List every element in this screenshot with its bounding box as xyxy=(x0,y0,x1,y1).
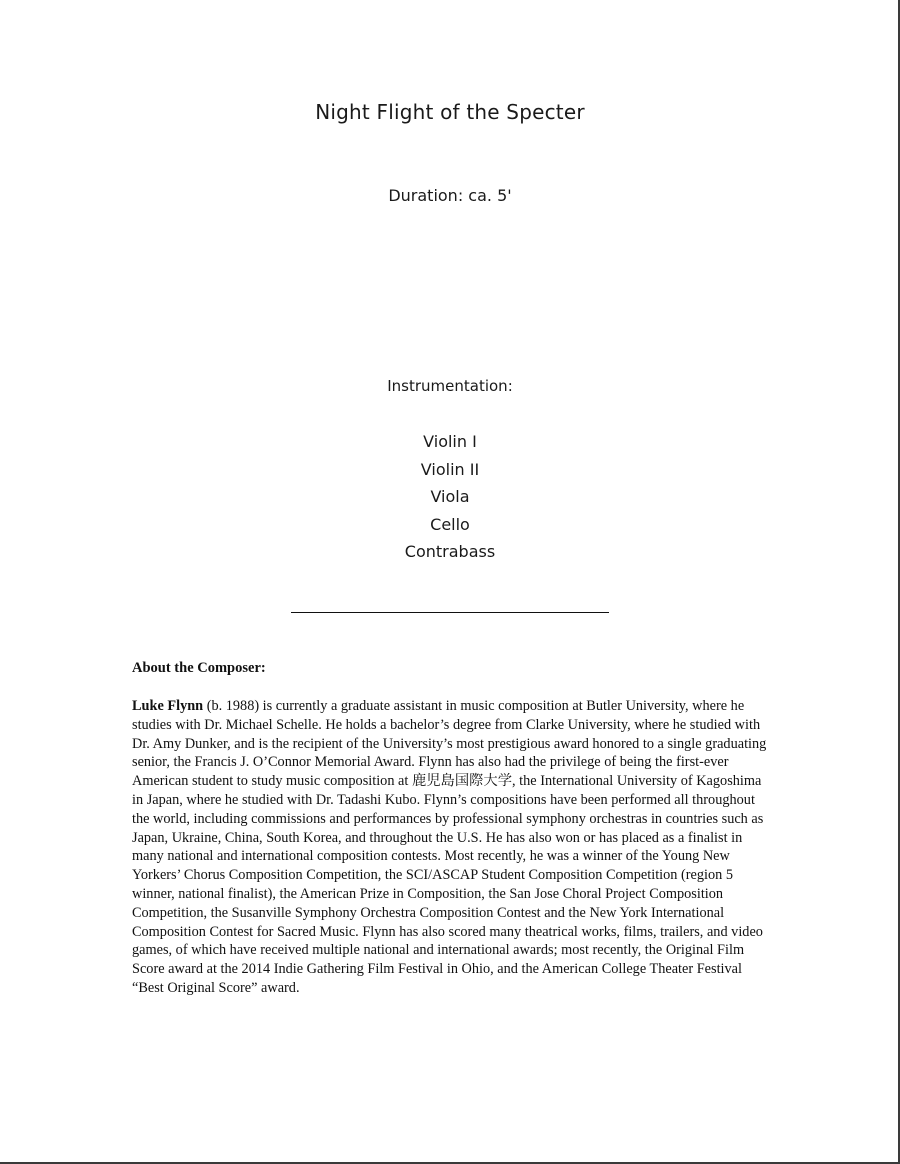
composer-bio xyxy=(132,697,772,998)
instrument-item: Violin II xyxy=(420,459,480,479)
instrument-list xyxy=(0,428,900,566)
composer-name: Luke Flynn xyxy=(132,698,204,714)
instrument-item: Violin I xyxy=(423,432,477,451)
duration-text: Duration: ca. 5' xyxy=(388,186,512,205)
instrumentation-heading: Instrumentation: xyxy=(387,377,513,395)
instrument-item: Viola xyxy=(430,487,470,506)
instrument-item: Contrabass xyxy=(404,542,496,561)
section-divider xyxy=(291,612,609,613)
about-composer-heading: About the Composer: xyxy=(132,660,266,676)
instrument-item: Cello xyxy=(430,514,470,534)
piece-title: Night Flight of the Specter xyxy=(315,100,585,124)
composer-bio-text: (b. 1988) is currently a graduate assistant in music composition at Butler University, where he studies with Dr. Michael Schelle. He holds a bachelor’s degree from Clarke University, where he studied with Dr. Amy Dunker, and is the recipient of the University’s most prestigious award honored to a single graduating senior, the Francis J. O’Connor Memorial Award. Flynn has also had the privilege of being the first-ever American student to study music composition at 鹿児島国際大学, the International University of Kagoshima in Japan, where he studied with Dr. Tadashi Kubo. Flynn’s compositions have been performed all throughout the world, including commissions and performances by professional symphony orchestras in countries such as Japan, Ukraine, China, South Korea, and throughout the U.S. He has also won or has placed as a finalist in many national and international composition contests. Most recently, he was a winner of the Young New Yorkers’ Chorus Composition Competition, the SCI/ASCAP Student Composition Competition (region 5 winner, national finalist), the American Prize in Composition, the San Jose Choral Project Composition Competition, the Susanville Symphony Orchestra Composition Contest and the New York International Composition Contest for Sacred Music. Flynn has also scored many theatrical works, films, trailers, and video games, of which have received multiple national and international awards; most recently, the Original Film Score award at the 2014 Indie Gathering Film Festival in Ohio, and the American College Theater Festival “Best Original Score” award. xyxy=(132,698,767,996)
